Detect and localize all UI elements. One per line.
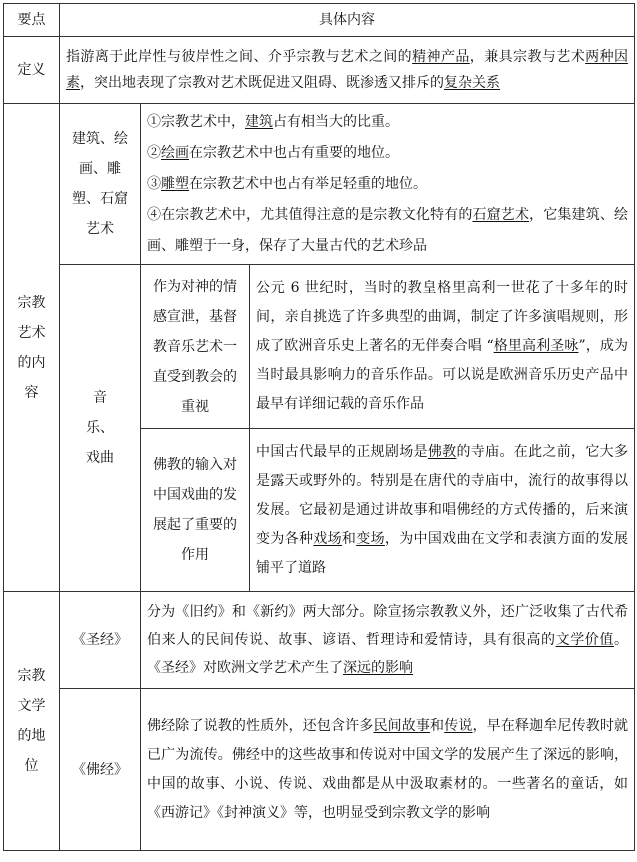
literature-label: 宗教文学的地位 [4,592,60,851]
definition-label: 定义 [4,37,60,104]
buddhist-drama-text: 中国古代最早的正规剧场是佛教的寺庙。在此之前，它大多是露天或野外的。特别是在唐代的寺庙中，流行的故事得以发展。它最初是通过讲故事和唱佛经的方式传播的，后来演变为各种戏场和变场，为中国戏曲在文学和表演方面的发展铺平了道路 [250,429,635,592]
art-content-label: 宗教艺术的内容 [4,104,60,592]
header-row [4,4,635,37]
architecture-label: 建筑、绘画、雕塑、石窟艺术 [60,104,141,265]
header-key-points: 要点 [4,4,60,37]
music-label: 音乐、戏曲 [60,265,141,592]
architecture-row [4,104,635,265]
christian-music-text: 公元 6 世纪时，当时的教皇格里高利一世花了十多年的时间，亲自挑选了许多典型的曲调，制定了许多演唱规则，形成了欧洲音乐史上著名的无伴奏合唱 “格里高利圣咏”，成为当时最具影响力的音乐作品。可以说是欧洲音乐历史产品中最早有详细记载的音乐作品 [250,265,635,429]
definition-row [4,37,635,104]
buddhist-drama-label: 佛教的输入对中国戏曲的发展起了重要的作用 [141,429,250,592]
bible-label: 《圣经》 [60,592,141,689]
sutra-row [4,689,635,851]
sutra-text: 佛经除了说教的性质外，还包含许多民间故事和传说，早在释迦牟尼传教时就已广为流传。佛经中的这些故事和传说对中国文学的发展产生了深远的影响，中国的故事、小说、传说、戏曲都是从中汲取素材的。一些著名的童话，如《西游记》《封神演义》等，也明显受到宗教文学的影响 [141,689,635,851]
music-row-1 [4,265,635,429]
christian-music-label: 作为对神的情感宣泄，基督教音乐艺术一直受到教会的重视 [141,265,250,429]
bible-row [4,592,635,689]
bible-text: 分为《旧约》和《新约》两大部分。除宣扬宗教教义外，还广泛收集了古代希伯来人的民间传说、故事、谚语、哲理诗和爱情诗，具有很高的文学价值。《圣经》对欧洲文学艺术产生了深远的影响 [141,592,635,689]
content-table [3,3,635,851]
definition-text: 指游离于此岸性与彼岸性之间、介乎宗教与艺术之间的精神产品，兼具宗教与艺术两种因素，突出地表现了宗教对艺术既促进又阻碍、既渗透又排斥的复杂关系 [60,37,635,104]
sutra-label: 《佛经》 [60,689,141,851]
header-content: 具体内容 [60,4,635,37]
architecture-text: ①宗教艺术中，建筑占有相当大的比重。 ②绘画在宗教艺术中也占有重要的地位。 ③雕塑在宗教艺术中也占有举足轻重的地位。 ④在宗教艺术中，尤其值得注意的是宗教文化特有的石窟艺术，它集建筑、绘画、雕塑于一身，保存了大量古代的艺术珍品 [141,104,635,265]
